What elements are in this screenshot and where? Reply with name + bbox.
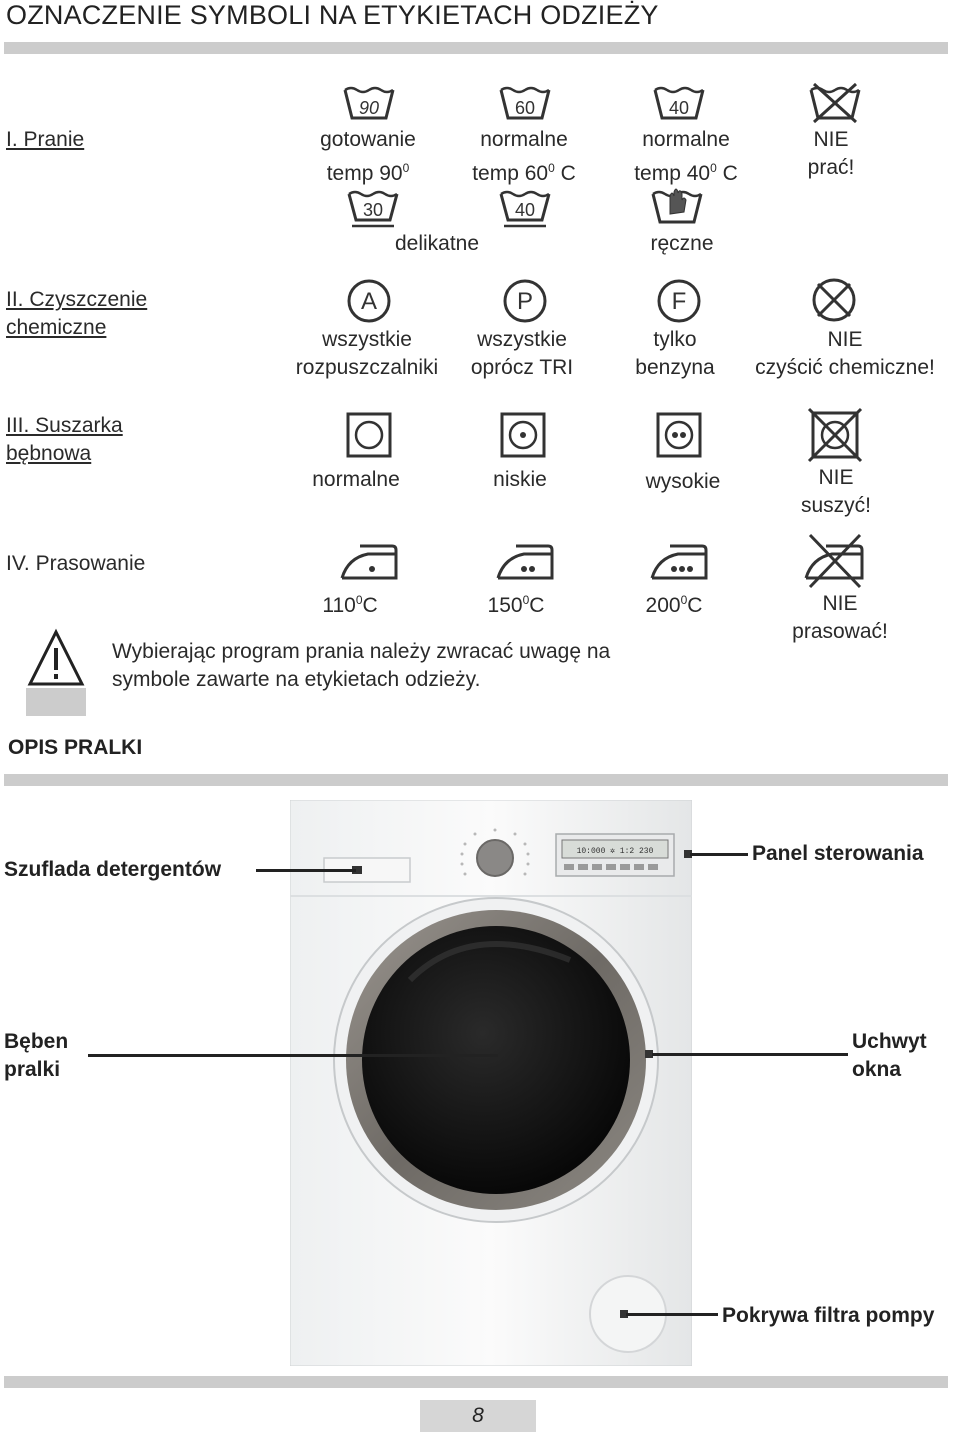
- wash-40-label: normalne temp $40^0$ C: [634, 128, 738, 185]
- svg-text:F: F: [671, 288, 687, 315]
- no-wash-icon: [808, 82, 862, 124]
- divider: [4, 42, 948, 54]
- machine-display-text: 10:000 ✲ 1:2 230: [576, 847, 654, 856]
- wash-90-label: gotowanie temp $90^0$: [320, 128, 416, 185]
- washing-machine-illustration: [290, 800, 692, 1366]
- svg-text:P: P: [516, 288, 534, 315]
- dry-clean-p-icon: [502, 278, 548, 324]
- tumble-low-icon: [500, 412, 546, 458]
- svg-text:30: 30: [362, 200, 384, 220]
- no-dry-clean-label: NIE czyścić chemiczne!: [755, 328, 935, 379]
- section-dryer-label: III. Suszarka bębnowa: [6, 414, 123, 465]
- divider: [4, 1376, 948, 1388]
- iron-110-icon: [338, 542, 400, 582]
- iron-150-label: $150^0C$: [487, 593, 545, 617]
- callout-line: [256, 869, 356, 872]
- no-tumble-dry-label: NIE suszyć!: [800, 466, 871, 517]
- machine-section-heading: OPIS PRALKI: [8, 736, 143, 759]
- svg-text:40: 40: [668, 98, 690, 118]
- dry-clean-a-label: wszystkie rozpuszczalniki: [295, 328, 439, 379]
- callout-door-handle: Uchwyt okna: [852, 1030, 927, 1081]
- warning-text: Wybierając program prania należy zwracać uwagę na symbole zawarte na etykietach odzieży.: [112, 640, 611, 691]
- callout-line: [652, 1053, 848, 1056]
- wash-40-delicate-icon: [498, 190, 552, 230]
- dry-clean-f-label: tylko benzyna: [635, 328, 715, 379]
- tumble-high-icon: [656, 412, 702, 458]
- wash-40-icon: [652, 86, 706, 122]
- tumble-low-label: niskie: [493, 468, 547, 491]
- no-iron-icon: [800, 532, 868, 590]
- callout-pump-filter: Pokrywa filtra pompy: [722, 1304, 935, 1327]
- wash-60-icon: [498, 86, 552, 122]
- wash-30-delicate-icon: [346, 190, 400, 230]
- page-title: OZNACZENIE SYMBOLI NA ETYKIETACH ODZIEŻY: [6, 0, 659, 30]
- tumble-normal-label: normalne: [312, 468, 400, 491]
- callout-control-panel: Panel sterowania: [752, 842, 924, 865]
- page-number: 8: [420, 1400, 536, 1432]
- iron-150-icon: [494, 542, 556, 582]
- svg-text:90: 90: [358, 98, 380, 118]
- divider: [4, 774, 948, 786]
- no-tumble-dry-icon: [806, 406, 864, 464]
- callout-detergent-drawer: Szuflada detergentów: [4, 858, 222, 881]
- no-wash-label: NIE prać!: [807, 128, 855, 179]
- no-dry-clean-icon: [810, 276, 858, 324]
- wash-90-icon: [342, 86, 396, 122]
- svg-text:60: 60: [514, 98, 536, 118]
- warning-icon: [26, 626, 86, 716]
- callout-line: [626, 1313, 718, 1316]
- svg-text:40: 40: [514, 200, 536, 220]
- iron-110-label: $110^0C$: [322, 593, 378, 617]
- iron-200-icon: [648, 542, 710, 582]
- dry-clean-a-icon: [346, 278, 392, 324]
- iron-200-label: $200^0C$: [645, 593, 703, 617]
- tumble-high-label: wysokie: [645, 470, 721, 493]
- no-iron-label: NIE prasować!: [792, 592, 888, 643]
- dry-clean-p-label: wszystkie oprócz TRI: [470, 328, 574, 379]
- wash-60-label: normalne temp $60^0$ C: [472, 128, 576, 185]
- callout-line: [690, 853, 748, 856]
- delicate-label: delikatne: [394, 232, 480, 255]
- hand-wash-icon: [650, 184, 704, 226]
- section-washing-label: I. Pranie: [6, 128, 85, 151]
- hand-wash-label: ręczne: [650, 232, 714, 255]
- dry-clean-f-icon: [656, 278, 702, 324]
- section-ironing-label: IV. Prasowanie: [6, 552, 146, 575]
- callout-drum: Bęben pralki: [4, 1030, 69, 1081]
- section-dry-cleaning-label: II. Czyszczenie chemiczne: [6, 288, 148, 339]
- tumble-normal-icon: [346, 412, 392, 458]
- svg-text:A: A: [360, 288, 378, 315]
- callout-line: [88, 1054, 498, 1057]
